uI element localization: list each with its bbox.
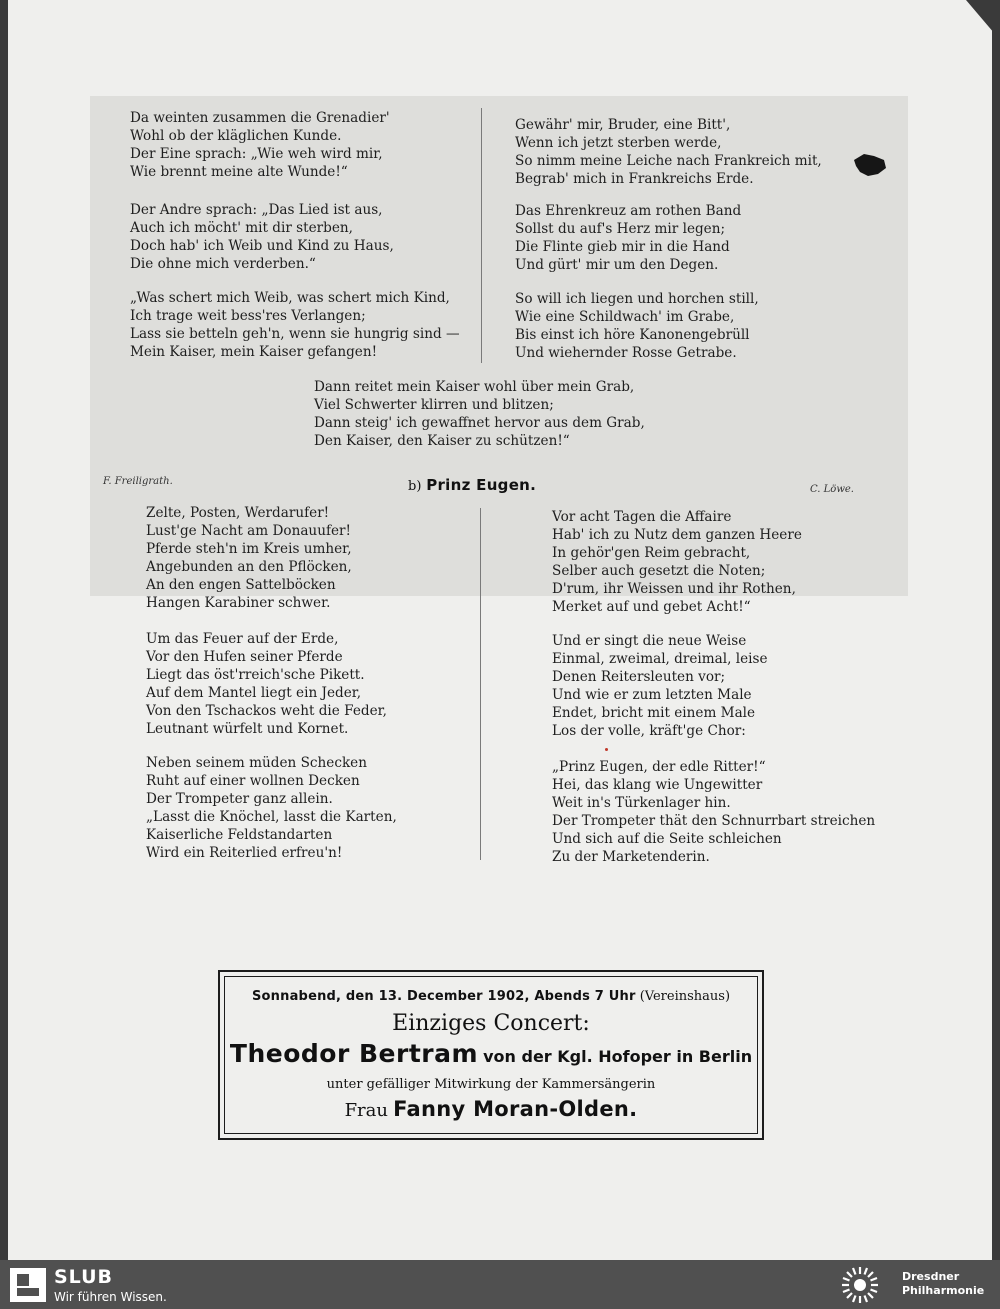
- verse-line: Endet, bricht mit einem Male: [552, 705, 756, 721]
- verse-line: Lass sie betteln geh'n, wenn sie hungrig sind —: [130, 326, 460, 342]
- stanza: [130, 289, 460, 361]
- stanza: [515, 202, 741, 274]
- verse-line: Und er singt die neue Weise: [552, 633, 747, 649]
- verse-line: Pferde steh'n im Kreis umher,: [146, 541, 352, 557]
- philharmonie-name-line2: Philharmonie: [902, 1284, 985, 1297]
- song-title: [408, 476, 536, 494]
- verse-line: Der Andre sprach: „Das Lied ist aus,: [130, 202, 383, 218]
- concert-date: Sonnabend, den 13. December 1902, Abends 7 Uhr: [251, 989, 636, 1004]
- artist-name: Theodor Bertram: [229, 1039, 479, 1068]
- verse-line: Kaiserliche Feldstandarten: [146, 827, 333, 843]
- guest-title: Frau: [344, 1100, 388, 1121]
- guest-line: [225, 1097, 757, 1121]
- verse-line: Wohl ob der kläglichen Kunde.: [130, 128, 342, 144]
- verse-line: Bis einst ich höre Kanonengebrüll: [515, 327, 750, 343]
- verse-line: An den engen Sattelböcken: [146, 577, 336, 593]
- song-number: b): [408, 479, 422, 494]
- verse-line: Selber auch gesetzt die Noten;: [552, 563, 766, 579]
- verse-line: Zu der Marketenderin.: [552, 849, 710, 865]
- stanza: [552, 632, 768, 740]
- verse-line: Der Eine sprach: „Wie weh wird mir,: [130, 146, 383, 162]
- slub-tagline: Wir führen Wissen.: [54, 1290, 167, 1304]
- column-divider: [481, 108, 482, 363]
- stanza: [552, 758, 875, 866]
- verse-line: Und gürt' mir um den Degen.: [515, 257, 719, 273]
- concert-date-line: [225, 989, 757, 1004]
- artist-affiliation: von der Kgl. Hofoper in Berlin: [483, 1047, 753, 1066]
- verse-line: Und wie er zum letzten Male: [552, 687, 752, 703]
- verse-line: „Was schert mich Weib, was schert mich Kind,: [130, 290, 450, 306]
- concert-venue: (Vereinshaus): [639, 989, 731, 1004]
- verse-line: Die ohne mich verderben.“: [130, 256, 316, 272]
- verse-line: Hab' ich zu Nutz dem ganzen Heere: [552, 527, 802, 543]
- verse-line: Dann steig' ich gewaffnet hervor aus dem Grab,: [314, 415, 645, 431]
- philharmonie-name-line1: Dresdner: [902, 1270, 960, 1283]
- verse-line: Zelte, Posten, Werdarufer!: [146, 505, 330, 521]
- verse-line: Hei, das klang wie Ungewitter: [552, 777, 763, 793]
- verse-line: Weit in's Türkenlager hin.: [552, 795, 731, 811]
- stanza: [515, 290, 759, 362]
- verse-line: Da weinten zusammen die Grenadier': [130, 110, 390, 126]
- stanza: [552, 508, 802, 616]
- verse-line: Der Trompeter thät den Schnurrbart streichen: [552, 813, 876, 829]
- verse-line: Wie eine Schildwach' im Grabe,: [515, 309, 735, 325]
- stanza: [146, 754, 397, 862]
- verse-line: So nimm meine Leiche nach Frankreich mit,: [515, 153, 822, 169]
- song-title-text: Prinz Eugen.: [426, 476, 537, 494]
- verse-line: Einmal, zweimal, dreimal, leise: [552, 651, 768, 667]
- ink-blot-mark: [850, 150, 890, 182]
- verse-line: Auf dem Mantel liegt ein Jeder,: [146, 685, 362, 701]
- viewer-footer: [0, 1260, 1000, 1309]
- verse-line: Leutnant würfelt und Kornet.: [146, 721, 349, 737]
- verse-line: Und sich auf die Seite schleichen: [552, 831, 782, 847]
- verse-line: Der Trompeter ganz allein.: [146, 791, 333, 807]
- verse-line: Viel Schwerter klirren und blitzen;: [314, 397, 554, 413]
- verse-line: Auch ich möcht' mit dir sterben,: [130, 220, 353, 236]
- verse-line: Sollst du auf's Herz mir legen;: [515, 221, 726, 237]
- verse-line: Mein Kaiser, mein Kaiser gefangen!: [130, 344, 378, 360]
- verse-line: Wie brennt meine alte Wunde!“: [130, 164, 348, 180]
- verse-line: Wenn ich jetzt sterben werde,: [515, 135, 722, 151]
- concert-heading: Einziges Concert:: [392, 1011, 590, 1036]
- verse-line: Ich trage weit bess'res Verlangen;: [130, 308, 366, 324]
- verse-line: D'rum, ihr Weissen und ihr Rothen,: [552, 581, 796, 597]
- philharmonie-logo-icon[interactable]: [840, 1265, 880, 1305]
- slub-name[interactable]: SLUB: [54, 1266, 114, 1288]
- verse-line: Neben seinem müden Schecken: [146, 755, 367, 771]
- verse-line: Und wiehernder Rosse Getrabe.: [515, 345, 737, 361]
- verse-line: So will ich liegen und horchen still,: [515, 291, 759, 307]
- verse-line: Von den Tschackos weht die Feder,: [146, 703, 387, 719]
- stanza: [130, 201, 394, 273]
- poet-attribution: F. Freiligrath.: [103, 476, 173, 487]
- verse-line: Wird ein Reiterlied erfreu'n!: [146, 845, 343, 861]
- slub-logo-icon[interactable]: [10, 1268, 46, 1302]
- torn-corner: [966, 0, 1000, 40]
- verse-line: Gewähr' mir, Bruder, eine Bitt',: [515, 117, 731, 133]
- verse-line: Begrab' mich in Frankreichs Erde.: [515, 171, 754, 187]
- verse-line: Dann reitet mein Kaiser wohl über mein Grab,: [314, 379, 635, 395]
- verse-line: „Lasst die Knöchel, lasst die Karten,: [146, 809, 397, 825]
- verse-line: In gehör'gen Reim gebracht,: [552, 545, 751, 561]
- guest-name: Fanny Moran-Olden.: [393, 1097, 638, 1121]
- composer-attribution: C. Löwe.: [810, 484, 854, 495]
- ink-speck: [605, 748, 608, 751]
- verse-line: Angebunden an den Pflöcken,: [146, 559, 352, 575]
- stanza: [130, 109, 390, 181]
- column-divider: [480, 508, 481, 860]
- verse-line: Das Ehrenkreuz am rothen Band: [515, 203, 742, 219]
- verse-line: Die Flinte gieb mir in die Hand: [515, 239, 730, 255]
- verse-line: Um das Feuer auf der Erde,: [146, 631, 339, 647]
- verse-line: Liegt das öst'rreich'sche Pikett.: [146, 667, 365, 683]
- verse-line: Lust'ge Nacht am Donauufer!: [146, 523, 351, 539]
- philharmonie-name[interactable]: [902, 1270, 984, 1298]
- verse-line: Merket auf und gebet Acht!“: [552, 599, 751, 615]
- stanza: [146, 504, 352, 612]
- verse-line: Vor acht Tagen die Affaire: [552, 509, 732, 525]
- final-stanza: [314, 378, 645, 450]
- stanza: [515, 116, 822, 188]
- verse-line: „Prinz Eugen, der edle Ritter!“: [552, 759, 766, 775]
- concert-announcement: [218, 970, 764, 1140]
- concert-collaboration: unter gefälliger Mitwirkung der Kammersängerin: [326, 1077, 656, 1092]
- verse-line: Los der volle, kräft'ge Chor:: [552, 723, 746, 739]
- verse-line: Ruht auf einer wollnen Decken: [146, 773, 360, 789]
- verse-line: Doch hab' ich Weib und Kind zu Haus,: [130, 238, 394, 254]
- verse-line: Vor den Hufen seiner Pferde: [146, 649, 343, 665]
- verse-line: Den Kaiser, den Kaiser zu schützen!“: [314, 433, 570, 449]
- verse-line: Denen Reitersleuten vor;: [552, 669, 726, 685]
- verse-line: Hangen Karabiner schwer.: [146, 595, 331, 611]
- concert-artist-line: [225, 1039, 757, 1068]
- announcement-inner-frame: [224, 976, 758, 1134]
- document-page: [8, 0, 992, 1260]
- stanza: [146, 630, 387, 738]
